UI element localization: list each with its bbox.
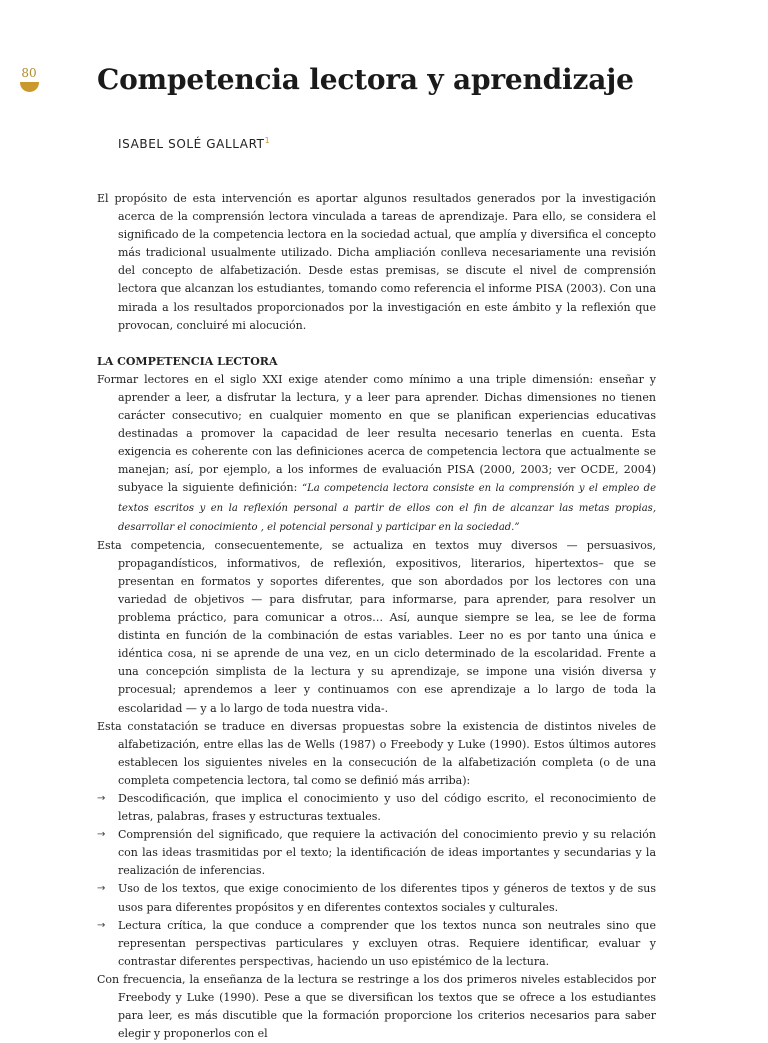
list-item — [97, 826, 656, 880]
arrow-icon: → — [97, 883, 106, 895]
page-number-marker — [20, 82, 39, 92]
author-name: ISABEL SOLÉ GALLART — [118, 137, 265, 151]
body-paragraph-4: Con frecuencia, la enseñanza de la lectura se restringe a los dos primeros niveles establecidos por Freebody y Luke (1990). Pese a que se diversifican los textos que se ofrece a los estudiantes para leer, es más discutible que la formación proporcione los criterios necesarios para saber elegir y proponerlos con el — [97, 972, 656, 1041]
arrow-icon: → — [97, 919, 106, 931]
body-paragraph-3: Esta constatación se traduce en diversas propuestas sobre la existencia de distintos niveles de alfabetización, entre ellas las de Wells (1987) o Freebody y Luke (1990). Estos últimos autores establecen los siguientes niveles en la consecución de la alfabetización completa (o de una completa competencia lectora, tal como se definió más arriba): — [97, 719, 656, 787]
body-paragraph-2: Esta competencia, consecuentemente, se actualiza en textos muy diversos — persuasivos, propagandísticos, informativos, de reflexión, expositivos, literarios, hipertextos– que se presentan en formatos y soportes diferentes, que son abordados por los lectores con una variedad de objetivos — para disfrutar, para informarse, para aprender, para resolver un problema práctico, para comunicar a otros… Así, aunque siempre se lea, se lee de forma distinta en función de la combinación de estas variables. Leer no es por tanto una única e idéntica cosa, ni se aprende de una vez, en un ciclo determinado de la escolaridad. Frente a una concepción simplista de la lectura y su aprendizaje, se impone una visión diversa y procesual; aprendemos a leer y continuamos con ese aprendizaje a lo largo de toda la escolaridad — y a lo largo de toda nuestra vida-. — [97, 538, 656, 715]
page-number: 80 — [21, 66, 37, 80]
list-item-text: Uso de los textos, que exige conocimiento de los diferentes tipos y géneros de textos y de sus usos para diferentes propósitos y en diferentes contextos sociales y culturales. — [118, 882, 656, 914]
literacy-levels-list — [97, 790, 656, 971]
arrow-icon: → — [97, 793, 106, 804]
list-item-text: Descodificación, que implica el conocimiento y uso del código escrito, el reconocimiento de letras, palabras, frases y estructuras textuales. — [118, 792, 656, 824]
list-item — [97, 917, 656, 971]
article-body — [97, 190, 656, 1043]
paragraph-text: Formar lectores en el siglo XXI exige atender como mínimo a una triple dimensión: enseñar y aprender a leer, a disfrutar la lectura, y a leer para aprender. Dichas dimensiones no tienen carácter consecutivo; en cualquier momento en que se planifican experiencias educativas destinadas a promover la capacidad de leer resulta necesario tenerlas en cuenta. Esta exigencia es coherente con las definiciones acerca de competencia lectora que actualmente se manejan; así, por ejemplo, a los informes de evaluación PISA (2000, 2003; ver OCDE, 2004) subyace la siguiente definición: — [97, 372, 656, 495]
list-item — [97, 790, 656, 826]
body-paragraph-1 — [97, 371, 656, 537]
article-title: Competencia lectora y aprendizaje — [97, 63, 634, 96]
author-line — [118, 136, 270, 151]
list-item-text: Comprensión del significado, que requiere la activación del conocimiento previo y su relación con las ideas trasmitidas por el texto; la identificación de ideas importantes y secundarias y la realización de inferencias. — [118, 828, 656, 878]
author-footnote-marker: 1 — [264, 136, 271, 145]
list-item — [97, 880, 656, 916]
pisa-definition-quote: “La competencia lectora consiste en la comprensión y el empleo de textos escritos y en la reflexión personal a partir de ellos con el fin de alcanzar las metas propias, desarrollar el conocimiento , el potencial personal y participar en la sociedad.” — [118, 483, 656, 533]
intro-paragraph: El propósito de esta intervención es aportar algunos resultados generados por la investigación acerca de la comprensión lectora vinculada a tareas de aprendizaje. Para ello, se considera el significado de la competencia lectora en la sociedad actual, que amplía y diversifica el concepto más tradicional usualmente utilizado. Dicha ampliación conlleva necesariamente una revisión del concepto de alfabetización. Desde estas premisas, se discute el nivel de comprensión lectora que alcanzan los estudiantes, tomando como referencia el informe PISA (2003). Con una mirada a los resultados proporcionados por la investigación en este ámbito y la reflexión que provocan, concluiré mi alocución. — [97, 192, 656, 332]
list-item-text: Lectura crítica, la que conduce a comprender que los textos nunca son neutrales sino que representan perspectivas particulares y excluyen otras. Requiere identificar, evaluar y contrastar diferentes perspectivas, haciendo un uso epistémico de la lectura. — [118, 918, 656, 968]
arrow-icon: → — [97, 829, 106, 841]
section-heading: LA COMPETENCIA LECTORA — [97, 354, 278, 368]
